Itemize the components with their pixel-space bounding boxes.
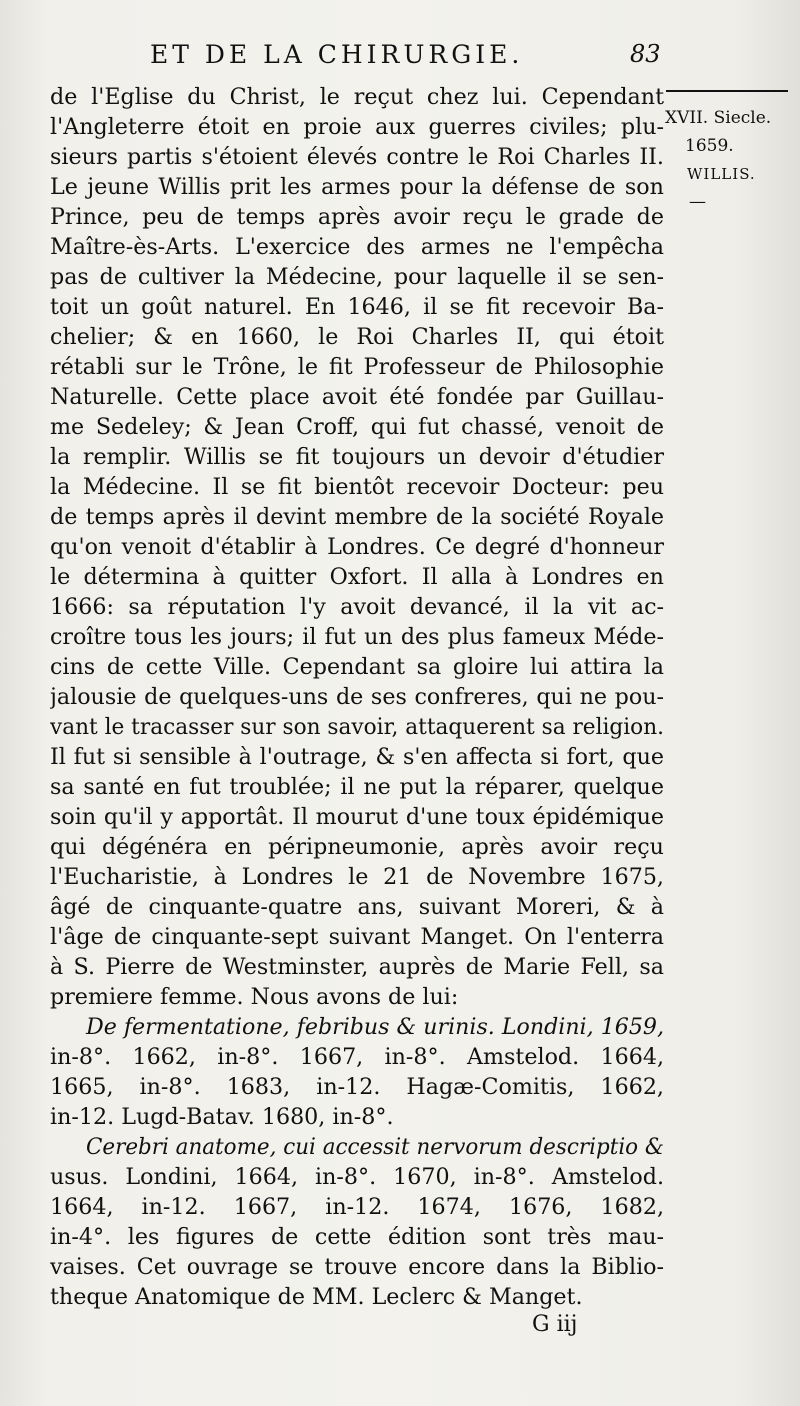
text-line: chelier; & en 1660, le Roi Charles II, qui étoit xyxy=(50,324,664,350)
work-line: in-8°. 1662, in-8°. 1667, in-8°. Amstelod. 1664, xyxy=(50,1044,664,1070)
text-line: l'âge de cinquante-sept suivant Manget. On l'enterra xyxy=(50,924,664,950)
text-line: la remplir. Willis se fit toujours un devoir d'étudier xyxy=(50,444,664,470)
text-line: pas de cultiver la Médecine, pour laquelle il se sen- xyxy=(50,264,664,290)
margin-notes xyxy=(665,104,793,216)
text-line: la Médecine. Il se fit bientôt recevoir Docteur: peu xyxy=(50,474,664,500)
text-line: Naturelle. Cette place avoit été fondée par Guillau- xyxy=(50,384,664,410)
text-line: me Sedeley; & Jean Croff, qui fut chassé, venoit de xyxy=(50,414,664,440)
work-line: De fermentatione, febribus & urinis. Londini, 1659, xyxy=(86,1014,664,1040)
page-number: 83 xyxy=(630,40,661,68)
text-line: 1666: sa réputation l'y avoit devancé, il la vit ac- xyxy=(50,594,664,620)
text-line: qui dégénéra en péripneumonie, après avoir reçu xyxy=(50,834,664,860)
text-line: Il fut si sensible à l'outrage, & s'en affecta si fort, que xyxy=(50,744,664,770)
work-line: Cerebri anatome, cui accessit nervorum descriptio & xyxy=(86,1134,664,1160)
text-line: le détermina à quitter Oxfort. Il alla à Londres en xyxy=(50,564,664,590)
work-line: 1665, in-8°. 1683, in-12. Hagæ-Comitis, 1662, xyxy=(50,1074,664,1100)
signature-mark: G iij xyxy=(532,1312,578,1337)
running-title: ET DE LA CHIRURGIE. xyxy=(150,40,524,69)
text-line: croître tous les jours; il fut un des plus fameux Méde- xyxy=(50,624,664,650)
text-line: premiere femme. Nous avons de lui: xyxy=(50,984,459,1010)
work-line: theque Anatomique de MM. Leclerc & Manget. xyxy=(50,1284,583,1310)
work-line: 1664, in-12. 1667, in-12. 1674, 1676, 1682, xyxy=(50,1194,664,1220)
margin-note-author: WILLIS. xyxy=(687,165,756,183)
main-text xyxy=(50,82,664,1312)
margin-rule xyxy=(666,90,788,92)
text-line: qu'on venoit d'établir à Londres. Ce degré d'honneur xyxy=(50,534,664,560)
text-line: Prince, peu de temps après avoir reçu le grade de xyxy=(50,204,664,230)
margin-note-century: XVII. Siecle. xyxy=(665,108,772,128)
margin-note-dash: — xyxy=(689,192,706,212)
work-line: vaises. Cet ouvrage se trouve encore dans la Biblio- xyxy=(50,1254,664,1280)
text-line: rétabli sur le Trône, le fit Professeur de Philosophie xyxy=(50,354,664,380)
text-line: l'Eucharistie, à Londres le 21 de Novembre 1675, xyxy=(50,864,664,890)
work-line: usus. Londini, 1664, in-8°. 1670, in-8°. Amstelod. xyxy=(50,1164,664,1190)
work-line: in-12. Lugd-Batav. 1680, in-8°. xyxy=(50,1104,394,1130)
text-line: vant le tracasser sur son savoir, attaquerent sa religion. xyxy=(50,714,664,740)
text-line: âgé de cinquante-quatre ans, suivant Moreri, & à xyxy=(50,894,664,920)
work-line: in-4°. les figures de cette édition sont très mau- xyxy=(50,1224,664,1250)
margin-note-year: 1659. xyxy=(685,136,734,156)
text-line: l'Angleterre étoit en proie aux guerres civiles; plu- xyxy=(50,114,664,140)
text-line: Maître-ès-Arts. L'exercice des armes ne l'empêcha xyxy=(50,234,664,260)
text-line: jalousie de quelques-uns de ses confreres, qui ne pou- xyxy=(50,684,664,710)
text-line: sa santé en fut troublée; il ne put la réparer, quelque xyxy=(50,774,664,800)
text-line: de l'Eglise du Christ, le reçut chez lui. Cependant xyxy=(50,84,664,110)
text-line: sieurs partis s'étoient élevés contre le Roi Charles II. xyxy=(50,144,664,170)
running-head xyxy=(0,40,800,74)
text-line: de temps après il devint membre de la société Royale xyxy=(50,504,664,530)
text-line: soin qu'il y apportât. Il mourut d'une toux épidémique xyxy=(50,804,664,830)
text-line: Le jeune Willis prit les armes pour la défense de son xyxy=(50,174,664,200)
text-line: à S. Pierre de Westminster, auprès de Marie Fell, sa xyxy=(50,954,664,980)
text-line: cins de cette Ville. Cependant sa gloire lui attira la xyxy=(50,654,664,680)
text-line: toit un goût naturel. En 1646, il se fit recevoir Ba- xyxy=(50,294,664,320)
